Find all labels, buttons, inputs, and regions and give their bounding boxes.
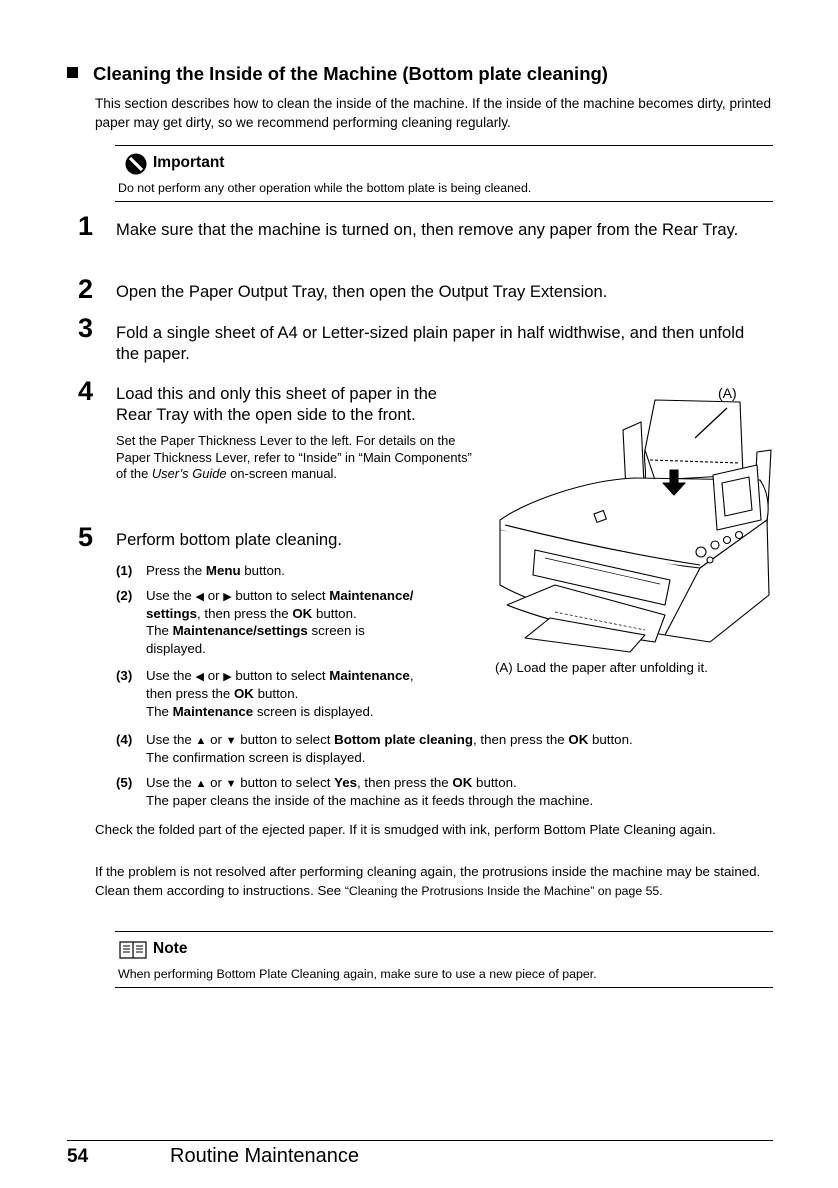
- step-number: 4: [78, 376, 94, 406]
- right-triangle-icon: ▶: [223, 591, 232, 603]
- down-triangle-icon: ▼: [225, 735, 237, 747]
- figure-caption: (A) Load the paper after unfolding it.: [495, 660, 708, 675]
- step-text: Load this and only this sheet of paper in the Rear Tray with the open side to the front.: [116, 384, 438, 424]
- right-triangle-icon: ▶: [223, 671, 232, 683]
- important-text: Do not perform any other operation while the bottom plate is being cleaned.: [118, 181, 532, 195]
- up-triangle-icon: ▲: [195, 778, 207, 790]
- down-triangle-icon: ▼: [225, 778, 237, 790]
- cross-reference-link[interactable]: “Cleaning the Protrusions Inside the Machine” on page 55.: [344, 884, 663, 898]
- substep: (4) Use the ▲ or ▼ button to select Bottom plate cleaning, then press the OK button. The confirmation screen is displayed.: [116, 732, 633, 765]
- protrusions-paragraph: If the problem is not resolved after performing cleaning again, the protrusions inside the machine may be stained. Clean them according to instructions. See “Cleaning the Protrusions Inside the Machine” on page 55.: [95, 864, 761, 898]
- important-title: Important: [153, 154, 225, 171]
- left-triangle-icon: ◀: [195, 671, 204, 683]
- left-triangle-icon: ◀: [195, 591, 204, 603]
- note-bottom-rule: [115, 987, 773, 988]
- bullet-square-icon: [67, 67, 78, 78]
- chapter-title: Routine Maintenance: [170, 1145, 360, 1167]
- step-number: 2: [78, 274, 94, 304]
- substep: (5) Use the ▲ or ▼ button to select Yes, then press the OK button. The paper cleans the inside of the machine as it feeds through the machine.: [116, 775, 594, 808]
- substep: (2) Use the ◀ or ▶ button to select Maintenance/ settings, then press the OK button. The Maintenance/settings screen is displayed.: [116, 588, 414, 656]
- printer-illustration: [495, 380, 775, 660]
- note-top-rule: [115, 931, 773, 932]
- figure-label: (A): [718, 385, 737, 401]
- step-number: 1: [78, 211, 94, 241]
- footer-rule: [67, 1140, 773, 1141]
- step-number: 3: [78, 313, 94, 343]
- step-number: 5: [78, 522, 94, 552]
- section-title: Cleaning the Inside of the Machine (Bottom plate cleaning): [93, 63, 608, 84]
- substep: (3) Use the ◀ or ▶ button to select Maintenance, then press the OK button. The Maintenance screen is displayed.: [116, 668, 414, 719]
- section-intro: This section describes how to clean the inside of the machine. If the inside of the machine becomes dirty, printed paper may get dirty, so we recommend performing cleaning regularly.: [95, 96, 772, 130]
- check-paragraph: Check the folded part of the ejected paper. If it is smudged with ink, perform Bottom Plate Cleaning again.: [95, 822, 716, 837]
- step-text: Fold a single sheet of A4 or Letter-sized plain paper in half widthwise, and then unfold the paper.: [116, 323, 745, 363]
- step-text: Make sure that the machine is turned on, then remove any paper from the Rear Tray.: [116, 220, 739, 239]
- note-text: When performing Bottom Plate Cleaning again, make sure to use a new piece of paper.: [118, 967, 597, 981]
- page-number: 54: [67, 1146, 89, 1167]
- step-text: Open the Paper Output Tray, then open the Output Tray Extension.: [116, 282, 608, 301]
- section-heading: [67, 63, 608, 85]
- note-book-icon: [119, 940, 147, 960]
- note-title: Note: [153, 940, 188, 957]
- step-text: Perform bottom plate cleaning.: [116, 530, 342, 549]
- step-detail: Set the Paper Thickness Lever to the left. For details on the Paper Thickness Lever, refer to “Inside” in “Main Components” of the User’s Guide on-screen manual.: [116, 433, 472, 481]
- substep: (1) Press the Menu button.: [116, 563, 285, 578]
- up-triangle-icon: ▲: [195, 735, 207, 747]
- important-bottom-rule: [115, 201, 773, 202]
- important-top-rule: [115, 145, 773, 146]
- important-icon: [124, 152, 148, 176]
